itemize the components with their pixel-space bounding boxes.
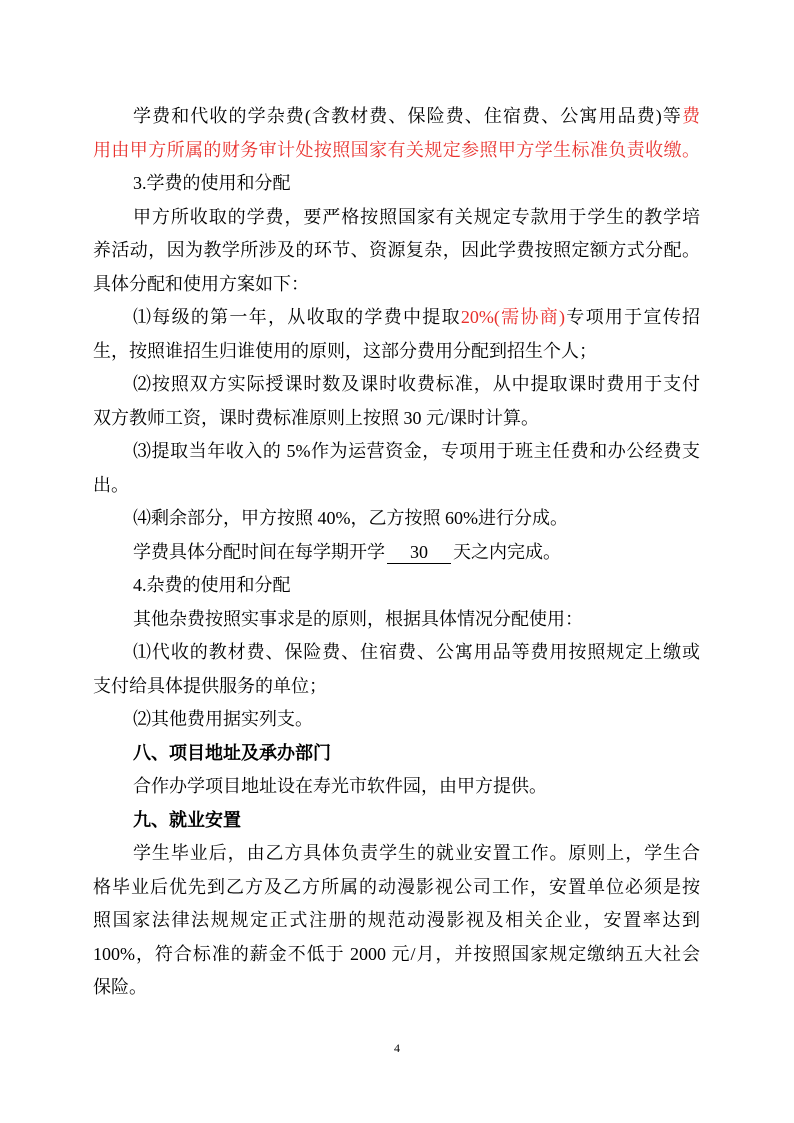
paragraph-line bbox=[93, 536, 700, 570]
list-item-line: ⑷剩余部分，甲方按照 40%，乙方按照 60%进行分成。 bbox=[133, 508, 568, 528]
highlighted-text: 用由甲方所属的财务审计处按照国家有关规定参照甲方学生标准负责收缴。 bbox=[93, 139, 700, 160]
paragraph-line: 具体分配和使用方案如下： bbox=[93, 273, 309, 294]
paragraph-text: 学费具体分配时间在每学期开学 bbox=[133, 541, 385, 562]
list-item-line: 支付给具体提供服务的单位； bbox=[93, 675, 327, 696]
list-item-line: 生，按照谁招生归谁使用的原则，这部分费用分配到招生个人； bbox=[93, 340, 597, 361]
paragraph-line: 其他杂费按照实事求是的原则，根据具体情况分配使用： bbox=[133, 608, 583, 629]
list-item-line: ⑵按照双方实际授课时数及课时收费标准，从中提取课时费用于支付 bbox=[133, 374, 700, 394]
list-item-line: ⑴代收的教材费、保险费、住宿费、公寓用品等费用按照规定上缴或 bbox=[133, 642, 700, 662]
section-heading-project-address: 八、项目地址及承办部门 bbox=[133, 742, 331, 763]
page-number: 4 bbox=[394, 1041, 400, 1055]
paragraph-text: 学费和代收的学杂费(含教材费、保险费、住宿费、公寓用品费)等 bbox=[133, 106, 682, 126]
subsection-heading-misc-fees: 4.杂费的使用和分配 bbox=[133, 575, 291, 595]
list-item-line: ⑵其他费用据实列支。 bbox=[133, 709, 313, 729]
paragraph-line: 照国家法律法规规定正式注册的规范动漫影视及相关企业，安置率达到 bbox=[93, 910, 700, 930]
paragraph-text: 天之内完成。 bbox=[453, 541, 561, 562]
list-item-line: ⑶提取当年收入的 5%作为运营资金，专项用于班主任费和办公经费支 bbox=[133, 441, 700, 461]
underlined-blank-value: 30 bbox=[387, 542, 451, 564]
highlighted-text: 费 bbox=[682, 106, 700, 126]
highlighted-text: 20%(需协商) bbox=[460, 307, 566, 327]
list-item-line: 双方教师工资，课时费标准原则上按照 30 元/课时计算。 bbox=[93, 407, 539, 428]
paragraph-line: 合作办学项目地址设在寿光市软件园，由甲方提供。 bbox=[133, 776, 547, 796]
paragraph-line: 保险。 bbox=[93, 977, 147, 997]
list-item-line bbox=[93, 301, 700, 335]
paragraph-line bbox=[93, 134, 700, 168]
paragraph-line: 甲方所收取的学费，要严格按照国家有关规定专款用于学生的教学培 bbox=[133, 206, 700, 227]
paragraph-line bbox=[93, 100, 700, 134]
subsection-heading-tuition: 3.学费的使用和分配 bbox=[133, 173, 291, 193]
list-item-text: 专项用于宣传招 bbox=[565, 307, 700, 327]
section-heading-employment: 九、就业安置 bbox=[133, 809, 241, 830]
paragraph-line: 养活动，因为教学所涉及的环节、资源复杂，因此学费按照定额方式分配。 bbox=[93, 240, 700, 260]
paragraph-line: 格毕业后优先到乙方及乙方所属的动漫影视公司工作，安置单位必须是按 bbox=[93, 876, 700, 897]
list-item-line: 出。 bbox=[93, 474, 129, 495]
document-body bbox=[93, 100, 700, 1005]
paragraph-line: 100%，符合标准的薪金不低于 2000 元/月，并按照国家规定缴纳五大社会 bbox=[93, 943, 700, 964]
list-item-text: ⑴每级的第一年，从收取的学费中提取 bbox=[133, 307, 461, 327]
paragraph-line: 学生毕业后，由乙方具体负责学生的就业安置工作。原则上，学生合 bbox=[133, 843, 700, 863]
